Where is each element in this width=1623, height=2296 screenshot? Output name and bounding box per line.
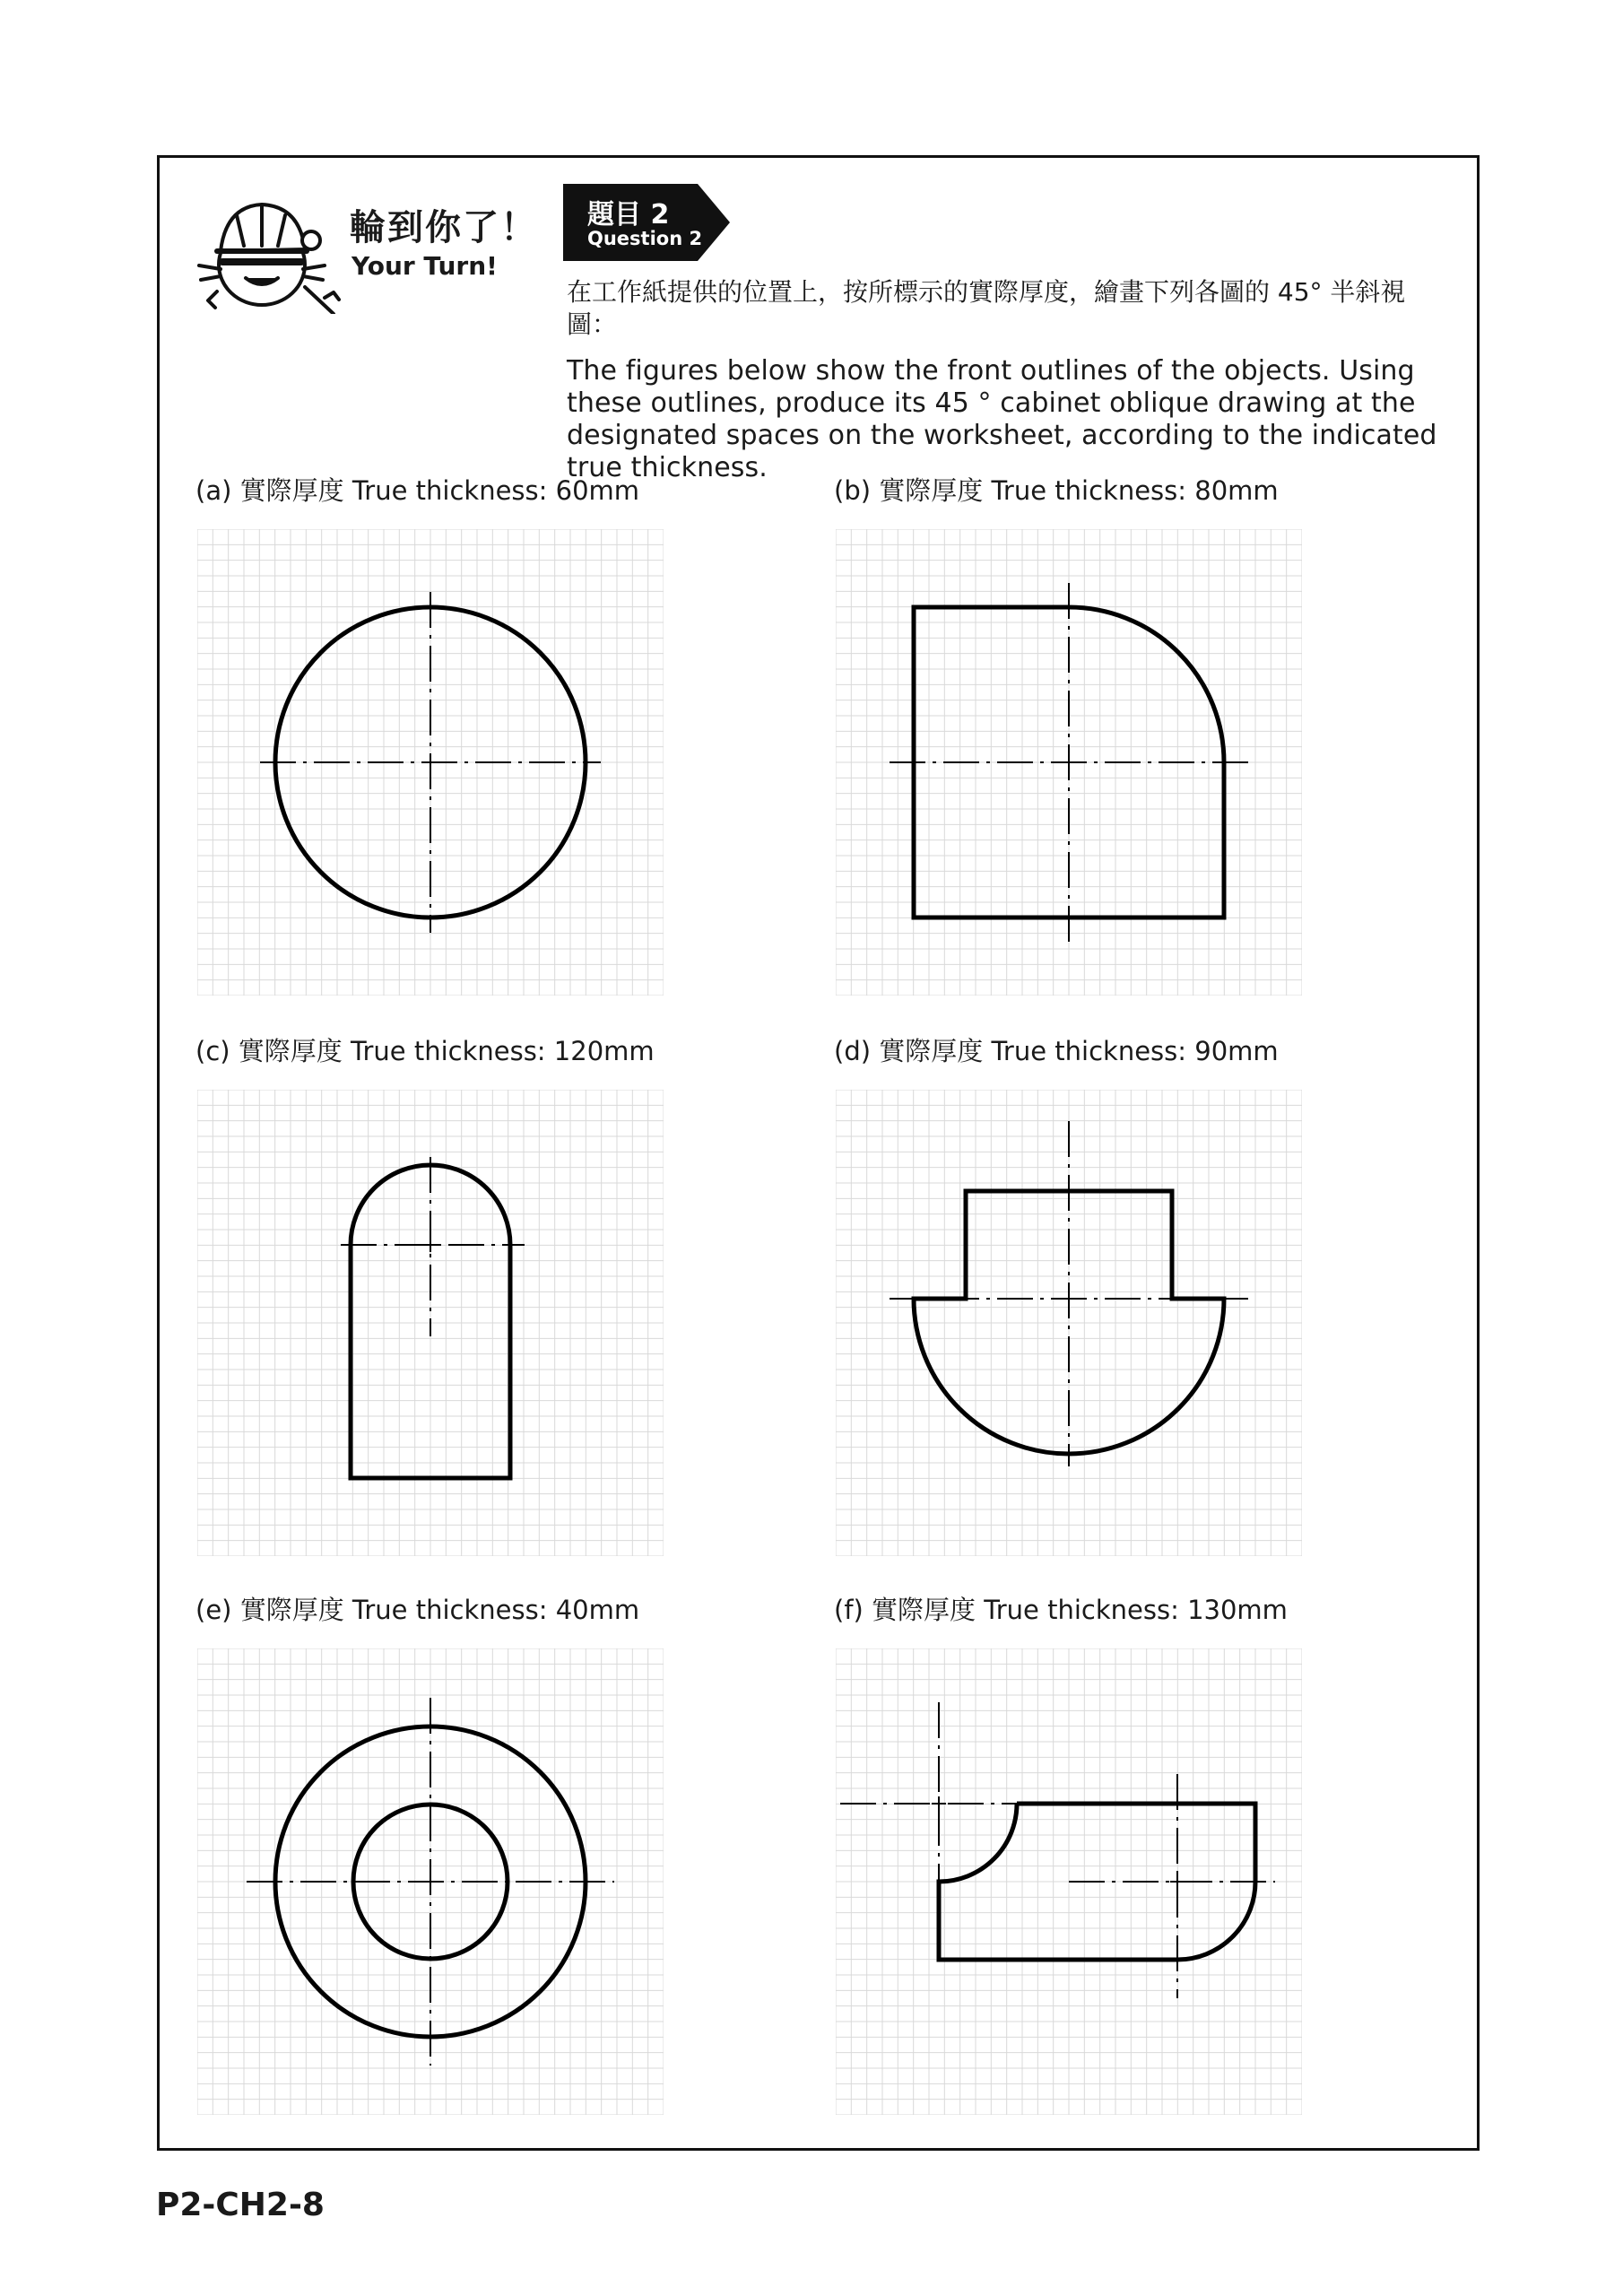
question-number-cn: 題目 2 (587, 199, 670, 230)
figure-a-drawing (197, 529, 664, 996)
instructions-en: The figures below show the front outlines of the objects. Using these outlines, produce its 45 ° cabinet oblique drawing at the designated spaces on the worksheet, according to the indicated true thickness. (567, 355, 1437, 483)
figure-e-drawing (197, 1648, 664, 2115)
figure-b-drawing (836, 529, 1302, 996)
figure-b-label: (b) 實際厚度 True thickness: 80mm (834, 475, 1279, 506)
figure-e-label: (e) 實際厚度 True thickness: 40mm (195, 1595, 640, 1625)
grid-lines (836, 1090, 1302, 1556)
figure-c-label: (c) 實際厚度 True thickness: 120mm (195, 1036, 655, 1066)
figure-a-label: (a) 實際厚度 True thickness: 60mm (195, 475, 640, 506)
figure-d-drawing (836, 1090, 1302, 1556)
question-number-en: Question 2 (587, 228, 703, 249)
mascot-icon (190, 179, 360, 314)
your-turn-heading-cn: 輪到你了！ (350, 207, 538, 248)
figure-d-label: (d) 實際厚度 True thickness: 90mm (834, 1036, 1279, 1066)
figure-c-drawing (197, 1090, 664, 1556)
page-code: P2-CH2-8 (156, 2187, 325, 2223)
figure-f-label: (f) 實際厚度 True thickness: 130mm (834, 1595, 1288, 1625)
figure-f-drawing (836, 1648, 1302, 2115)
your-turn-heading-en: Your Turn! (352, 251, 498, 281)
instructions-cn: 在工作紙提供的位置上，按所標示的實際厚度，繪畫下列各圖的 45° 半斜視圖： (567, 277, 1406, 339)
